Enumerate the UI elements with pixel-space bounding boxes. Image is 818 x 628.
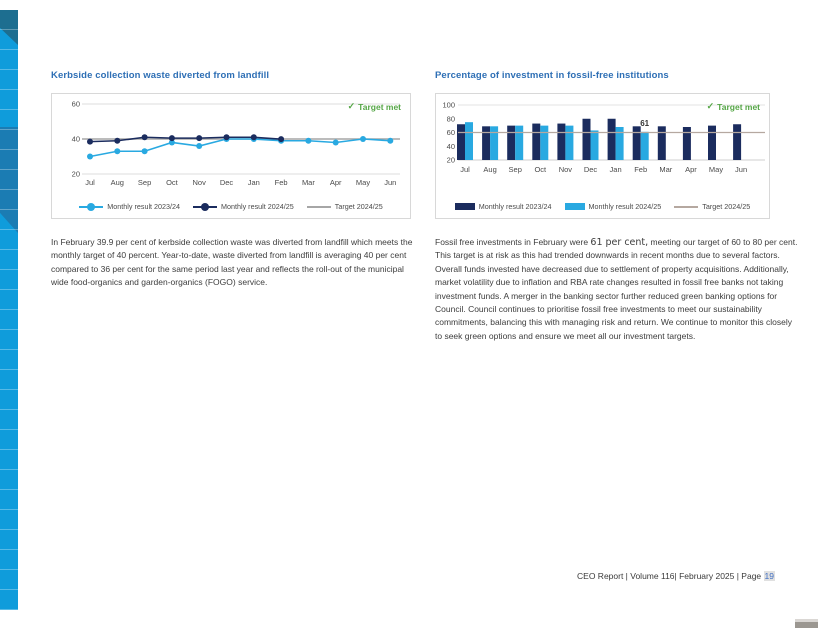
line-marker-icon bbox=[193, 203, 217, 211]
bar-swatch-icon bbox=[455, 203, 475, 210]
check-icon: ✓ bbox=[347, 101, 356, 111]
investment-chart-title: Percentage of investment in fossil-free institutions bbox=[435, 70, 669, 81]
target-met-label: Target met bbox=[358, 101, 401, 112]
svg-text:May: May bbox=[708, 165, 724, 174]
legend-label: Monthly result 2023/24 bbox=[107, 202, 181, 211]
svg-text:Mar: Mar bbox=[659, 165, 673, 174]
waste-chart-title: Kerbside collection waste diverted from landfill bbox=[51, 70, 270, 81]
svg-text:Jul: Jul bbox=[85, 178, 95, 187]
target-line-icon bbox=[674, 206, 698, 208]
svg-text:40: 40 bbox=[71, 134, 80, 144]
svg-text:Aug: Aug bbox=[483, 165, 497, 174]
svg-text:60: 60 bbox=[446, 128, 455, 137]
investment-chart-legend bbox=[436, 202, 769, 211]
legend-label: Target 2024/25 bbox=[334, 202, 383, 211]
check-icon: ✓ bbox=[706, 101, 715, 111]
legend-item bbox=[565, 202, 662, 211]
legend-item bbox=[79, 202, 180, 211]
svg-text:Sep: Sep bbox=[508, 165, 522, 174]
legend-item bbox=[455, 202, 552, 211]
svg-text:Sep: Sep bbox=[137, 178, 152, 187]
investment-chart bbox=[435, 93, 770, 219]
svg-text:Jun: Jun bbox=[735, 165, 748, 174]
svg-text:Mar: Mar bbox=[301, 178, 315, 187]
target-met-label: Target met bbox=[717, 101, 760, 112]
svg-text:60: 60 bbox=[71, 99, 80, 109]
svg-text:Jan: Jan bbox=[247, 178, 260, 187]
investment-target-met-badge bbox=[707, 101, 760, 112]
target-line-icon bbox=[307, 206, 331, 208]
page-number-field: 19 bbox=[764, 571, 774, 581]
waste-target-met-badge bbox=[348, 101, 401, 112]
decorative-sidebar bbox=[0, 10, 18, 610]
paragraph-emphasis: 61 per cent, bbox=[590, 237, 649, 248]
svg-text:Apr: Apr bbox=[685, 165, 697, 174]
svg-text:Aug: Aug bbox=[110, 178, 124, 187]
legend-label: Monthly result 2024/25 bbox=[588, 202, 662, 211]
svg-text:80: 80 bbox=[446, 114, 455, 124]
svg-text:Oct: Oct bbox=[534, 165, 547, 174]
svg-text:20: 20 bbox=[71, 169, 80, 179]
footer-text: CEO Report | Volume 116| February 2025 | Page bbox=[577, 571, 764, 581]
waste-chart bbox=[51, 93, 411, 219]
svg-text:Jul: Jul bbox=[460, 165, 470, 174]
waste-section bbox=[51, 70, 413, 290]
legend-label: Target 2024/25 bbox=[702, 202, 751, 211]
legend-item bbox=[307, 202, 383, 211]
waste-chart-legend bbox=[52, 202, 410, 211]
svg-text:Feb: Feb bbox=[634, 165, 648, 174]
page-footer bbox=[577, 571, 775, 581]
svg-text:Apr: Apr bbox=[329, 178, 342, 187]
svg-text:Jan: Jan bbox=[609, 165, 622, 174]
paragraph-text: meeting our target of 60 to 80 per cent. This target is at risk as this had trended downwards in recent months due to several factors. Overall funds invested have decreased due to settlement of property acquisitions. Additionally, market volatility due to inflation and RBA rate changes resulted in fossil free banks not taking investment funds. A merger in the banking sector further reduced green banking options for Council. Council continues to prioritise fossil free investments to meet our sustainability commitments, balancing this with managing risk and return. We continue to monitor this closely to seek green options and ensure we meet all our investment targets. bbox=[435, 237, 798, 341]
legend-item bbox=[674, 202, 750, 211]
svg-text:100: 100 bbox=[442, 100, 455, 110]
svg-text:20: 20 bbox=[446, 155, 455, 165]
scroll-corner[interactable] bbox=[795, 622, 818, 628]
svg-text:Nov: Nov bbox=[192, 178, 206, 187]
svg-text:40: 40 bbox=[446, 141, 455, 151]
svg-text:Dec: Dec bbox=[219, 178, 234, 187]
legend-label: Monthly result 2023/24 bbox=[478, 202, 552, 211]
investment-paragraph bbox=[435, 236, 801, 343]
svg-text:Jun: Jun bbox=[384, 178, 397, 187]
legend-label: Monthly result 2024/25 bbox=[221, 202, 294, 211]
svg-text:Nov: Nov bbox=[558, 165, 573, 174]
sidebar-segments bbox=[0, 10, 18, 610]
svg-text:Dec: Dec bbox=[583, 165, 598, 174]
waste-paragraph: In February 39.9 per cent of kerbside collection waste was diverted from landfill which meets the monthly target of 40 percent. Year-to-date, waste diverted from landfill is averaging 40 per cent compared to 36 per cent for the same period last year and reflects the roll-out of the municipal wide food-organics and garden-organics (FOGO) service. bbox=[51, 237, 413, 288]
svg-text:Oct: Oct bbox=[166, 178, 178, 187]
legend-item bbox=[193, 202, 294, 211]
svg-text:Feb: Feb bbox=[274, 178, 288, 187]
line-marker-icon bbox=[79, 203, 103, 211]
svg-text:61: 61 bbox=[640, 119, 650, 128]
investment-section bbox=[435, 70, 801, 343]
svg-text:May: May bbox=[355, 178, 371, 187]
paragraph-text: Fossil free investments in February were bbox=[435, 237, 591, 247]
bar-swatch-icon bbox=[565, 203, 585, 210]
